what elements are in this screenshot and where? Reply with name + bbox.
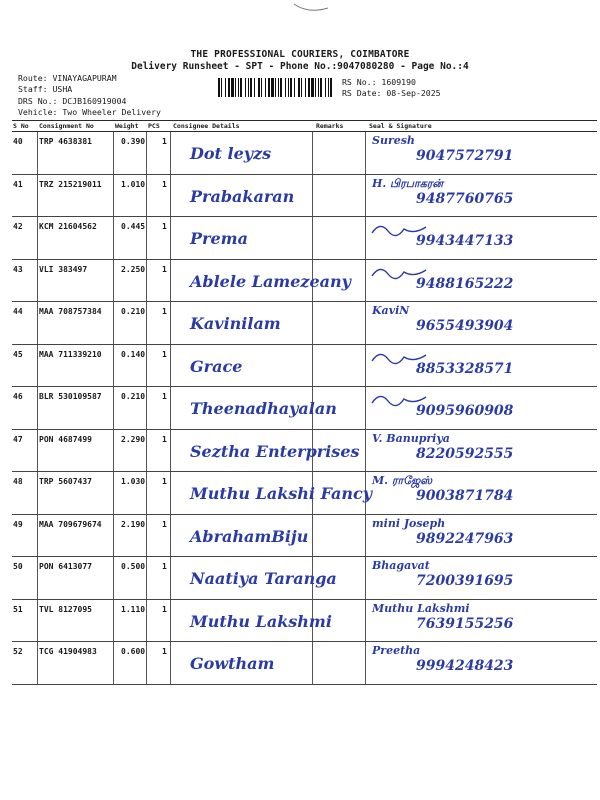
receiver-signature-name: H. பிரபாகரன் [372, 176, 444, 190]
column-divider [170, 345, 171, 387]
column-divider [113, 430, 114, 472]
table-row [12, 642, 597, 685]
receiver-signature-name: Muthu Lakshmi [372, 601, 470, 615]
cell-consignment-no: TVL 8127095 [39, 604, 92, 614]
cell-pcs: 1 [162, 349, 167, 359]
column-divider [37, 345, 38, 387]
column-divider [170, 217, 171, 259]
receiver-phone-number: 9487760765 [416, 190, 514, 207]
column-divider [146, 175, 147, 217]
receiver-phone-number: 7200391695 [416, 573, 514, 589]
table-row [12, 387, 597, 430]
cell-pcs: 1 [162, 477, 167, 486]
cell-sno: 41 [13, 179, 23, 189]
column-divider [365, 557, 366, 599]
cell-sno: 44 [13, 307, 23, 316]
table-row [12, 472, 597, 515]
column-divider [113, 642, 114, 684]
column-divider [312, 642, 313, 684]
receiver-phone-number: 9003871784 [416, 488, 514, 504]
col-header-seal: Seal & Signature [369, 122, 432, 130]
cell-pcs: 1 [162, 519, 167, 529]
column-divider [113, 472, 114, 514]
route-label: Route: VINAYAGAPURAM [18, 73, 117, 83]
cell-consignment-no: BLR 530109587 [39, 392, 102, 401]
receiver-phone-number: 9095960908 [416, 403, 514, 419]
column-divider [146, 515, 147, 557]
cell-consignment-no: TRP 5607437 [39, 477, 92, 486]
cell-sno: 50 [13, 562, 23, 571]
consignee-name: Grace [190, 356, 243, 376]
column-divider [312, 217, 313, 259]
cell-sno: 40 [13, 137, 23, 146]
column-divider [113, 132, 114, 174]
runsheet-table [12, 120, 597, 685]
cell-sno: 52 [13, 647, 23, 656]
column-divider [170, 260, 171, 302]
consignee-name: Theenadhayalan [190, 399, 337, 418]
receiver-phone-number: 9994248423 [416, 658, 514, 674]
column-divider [170, 600, 171, 642]
cell-consignment-no: VLI 383497 [39, 264, 88, 274]
receiver-phone-number: 9943447133 [416, 233, 514, 249]
cell-weight: 1.030 [121, 477, 146, 486]
cell-weight: 1.010 [121, 179, 146, 189]
cell-sno: 47 [13, 434, 23, 444]
table-row [12, 302, 597, 345]
column-divider [113, 600, 114, 642]
cell-weight: 0.445 [121, 222, 146, 231]
column-divider [113, 345, 114, 387]
document-title: THE PROFESSIONAL COURIERS, COIMBATORE [190, 49, 410, 60]
receiver-phone-number: 9655493904 [416, 318, 514, 334]
receiver-signature-name: V. Banupriya [372, 431, 450, 445]
col-header-pcs: PCS [148, 122, 160, 130]
cell-sno: 48 [13, 477, 23, 486]
column-divider [113, 175, 114, 217]
cell-pcs: 1 [162, 604, 167, 614]
drs-number: DRS No.: DCJB160919004 [18, 96, 127, 106]
cell-consignment-no: PON 4687499 [39, 434, 92, 444]
column-divider [146, 600, 147, 642]
column-divider [170, 515, 171, 557]
cell-consignment-no: PON 6413077 [39, 562, 92, 571]
cell-weight: 0.600 [121, 647, 146, 656]
consignee-name: Muthu Lakshmi [190, 611, 332, 631]
column-divider [170, 430, 171, 472]
col-header-remarks: Remarks [316, 122, 344, 130]
column-divider [37, 260, 38, 302]
column-divider [146, 430, 147, 472]
column-divider [37, 642, 38, 684]
column-divider [146, 302, 147, 344]
column-divider [365, 302, 366, 344]
column-divider [146, 387, 147, 429]
column-divider [113, 260, 114, 302]
column-divider [365, 345, 366, 387]
column-divider [170, 132, 171, 174]
column-divider [37, 217, 38, 259]
column-divider [365, 260, 366, 302]
cell-pcs: 1 [162, 222, 167, 231]
column-divider [365, 600, 366, 642]
column-divider [365, 217, 366, 259]
column-divider [37, 132, 38, 174]
cell-weight: 1.110 [121, 604, 146, 614]
cell-pcs: 1 [162, 392, 167, 401]
vehicle-label: Vehicle: Two Wheeler Delivery [18, 107, 161, 117]
rs-number: RS No.: 1609190 [342, 77, 416, 87]
column-divider [37, 557, 38, 599]
table-row [12, 217, 597, 260]
column-divider [113, 302, 114, 344]
column-divider [37, 175, 38, 217]
col-header-consignment: Consignment No [39, 122, 94, 130]
column-divider [312, 175, 313, 217]
consignee-name: Kavinilam [190, 314, 281, 333]
table-row [12, 600, 597, 643]
column-divider [37, 472, 38, 514]
column-divider [37, 515, 38, 557]
cell-sno: 45 [13, 349, 23, 359]
cell-weight: 2.190 [121, 519, 146, 529]
receiver-phone-number: 9892247963 [416, 530, 514, 547]
consignee-name: Muthu Lakshi Fancy [190, 484, 373, 503]
cell-sno: 43 [13, 264, 23, 274]
table-row [12, 345, 597, 388]
col-header-consignee: Consignee Details [173, 122, 240, 130]
column-divider [170, 472, 171, 514]
column-divider [312, 345, 313, 387]
table-row [12, 175, 597, 218]
staff-label: Staff: USHA [18, 84, 73, 94]
column-divider [146, 260, 147, 302]
consignee-name: Gowtham [190, 654, 275, 673]
column-divider [113, 387, 114, 429]
receiver-signature-name: M. ராஜேஸ் [372, 474, 433, 487]
table-row [12, 515, 597, 558]
column-divider [365, 132, 366, 174]
receiver-phone-number: 8853328571 [416, 360, 514, 377]
table-body [12, 132, 597, 685]
cell-weight: 0.210 [121, 307, 146, 316]
cell-weight: 2.290 [121, 434, 146, 444]
column-divider [146, 217, 147, 259]
column-divider [312, 132, 313, 174]
table-row [12, 260, 597, 303]
column-divider [113, 217, 114, 259]
table-row [12, 430, 597, 473]
column-divider [312, 302, 313, 344]
receiver-phone-number: 7639155256 [416, 615, 514, 632]
column-divider [170, 642, 171, 684]
receiver-signature-name: Preetha [372, 644, 421, 657]
column-divider [37, 430, 38, 472]
cell-pcs: 1 [162, 562, 167, 571]
column-divider [113, 557, 114, 599]
receiver-phone-number: 8220592555 [416, 445, 514, 462]
cell-pcs: 1 [162, 264, 167, 274]
column-divider [37, 600, 38, 642]
column-divider [37, 387, 38, 429]
column-divider [365, 175, 366, 217]
cell-pcs: 1 [162, 434, 167, 444]
cell-consignment-no: MAA 709679674 [39, 519, 102, 529]
column-divider [170, 387, 171, 429]
cell-sno: 49 [13, 519, 23, 529]
consignee-name: Prabakaran [190, 186, 295, 206]
cell-consignment-no: TRZ 215219011 [39, 179, 102, 189]
col-header-weight: Weight [115, 122, 139, 130]
consignee-name: Naatiya Taranga [190, 569, 337, 588]
cell-consignment-no: TCG 41904983 [39, 647, 97, 656]
cell-consignment-no: MAA 711339210 [39, 349, 102, 359]
consignee-name: Dot leyzs [190, 144, 272, 163]
cell-sno: 46 [13, 392, 23, 401]
consignee-name: Prema [190, 229, 248, 248]
barcode-image [218, 78, 336, 97]
column-divider [146, 642, 147, 684]
table-row [12, 557, 597, 600]
column-divider [146, 472, 147, 514]
column-divider [37, 302, 38, 344]
column-divider [170, 175, 171, 217]
receiver-signature-name: Bhagavat [372, 559, 430, 572]
column-divider [146, 132, 147, 174]
column-divider [312, 515, 313, 557]
cell-sno: 42 [13, 222, 23, 231]
cell-weight: 0.390 [121, 137, 146, 146]
corner-pen-mark [292, 0, 332, 14]
receiver-phone-number: 9488165222 [416, 275, 514, 292]
column-divider [170, 302, 171, 344]
cell-weight: 2.250 [121, 264, 146, 274]
receiver-signature-name: mini Joseph [372, 516, 446, 530]
column-divider [365, 642, 366, 684]
cell-consignment-no: TRP 4638381 [39, 137, 92, 146]
column-divider [365, 387, 366, 429]
cell-weight: 0.500 [121, 562, 146, 571]
rs-date: RS Date: 08-Sep-2025 [342, 88, 441, 98]
receiver-signature-name: Suresh [372, 134, 415, 147]
column-divider [146, 557, 147, 599]
cell-consignment-no: KCM 21604562 [39, 222, 97, 231]
column-divider [170, 557, 171, 599]
cell-weight: 0.140 [121, 349, 146, 359]
table-header [12, 120, 597, 132]
cell-pcs: 1 [162, 137, 167, 146]
receiver-signature-name: KaviN [372, 304, 410, 317]
cell-pcs: 1 [162, 179, 167, 189]
column-divider [365, 430, 366, 472]
table-row [12, 132, 597, 175]
cell-weight: 0.210 [121, 392, 146, 401]
cell-sno: 51 [13, 604, 23, 614]
col-header-sno: S No [13, 122, 29, 130]
consignee-name: AbrahamBiju [190, 526, 309, 546]
column-divider [113, 515, 114, 557]
document-subtitle: Delivery Runsheet - SPT - Phone No.:9047080280 - Page No.:4 [131, 61, 469, 72]
cell-pcs: 1 [162, 307, 167, 316]
receiver-phone-number: 9047572791 [416, 148, 514, 164]
column-divider [146, 345, 147, 387]
cell-pcs: 1 [162, 647, 167, 656]
consignee-name: Seztha Enterprises [190, 441, 360, 461]
column-divider [365, 515, 366, 557]
consignee-name: Ablele Lamezeany [190, 271, 351, 291]
cell-consignment-no: MAA 708757384 [39, 307, 102, 316]
